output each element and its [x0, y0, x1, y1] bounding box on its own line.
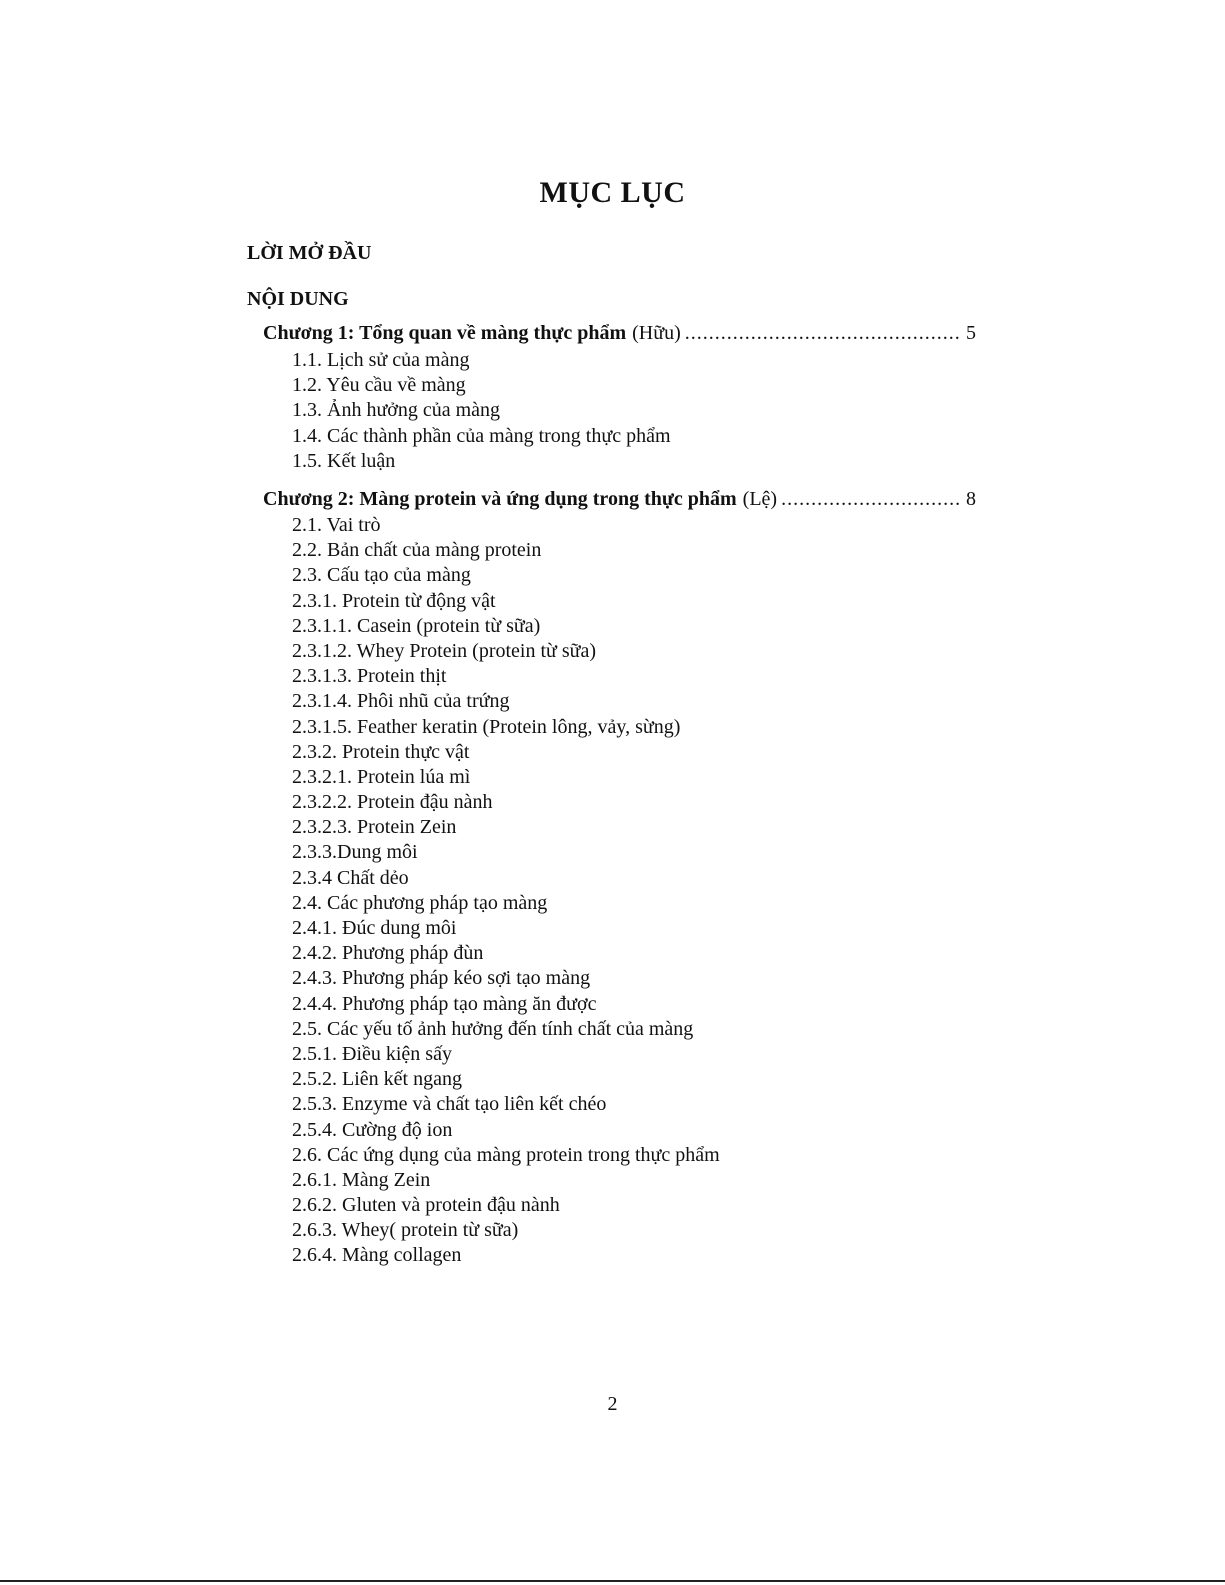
toc-section-item[interactable]: 2.3.4 Chất dẻo — [292, 866, 409, 889]
toc-section-item[interactable]: 2.3.2.1. Protein lúa mì — [292, 765, 471, 788]
toc-section-item[interactable]: 2.5.2. Liên kết ngang — [292, 1068, 462, 1091]
chapter-page-number: 8 — [966, 488, 976, 510]
toc-section-item[interactable]: 2.5.4. Cường độ ion — [292, 1118, 453, 1141]
toc-section-item[interactable]: 2.4.4. Phương pháp tạo màng ăn được — [292, 992, 597, 1015]
toc-chapter-1[interactable] — [263, 322, 976, 345]
toc-section-item[interactable]: 2.6.2. Gluten và protein đậu nành — [292, 1194, 560, 1217]
toc-chapter-2[interactable] — [263, 488, 976, 511]
toc-section-item[interactable]: 2.3.1.2. Whey Protein (protein từ sữa) — [292, 639, 597, 662]
toc-section-item[interactable]: 1.4. Các thành phần của màng trong thực phẩm — [292, 424, 671, 447]
chapter-title: Chương 2: Màng protein và ứng dụng trong thực phẩm — [263, 488, 737, 510]
toc-section-item[interactable]: 2.3.1. Protein từ động vật — [292, 589, 496, 612]
toc-section-item[interactable]: 2.4.3. Phương pháp kéo sợi tạo màng — [292, 967, 591, 990]
toc-section-item[interactable]: 2.5.3. Enzyme và chất tạo liên kết chéo — [292, 1093, 607, 1116]
chapter-page-number: 5 — [966, 322, 976, 344]
toc-section-item[interactable]: 2.3.2. Protein thực vật — [292, 740, 470, 763]
toc-section-item[interactable]: 2.4.2. Phương pháp đùn — [292, 942, 484, 965]
toc-section-item[interactable]: 2.3.1.5. Feather keratin (Protein lông, vảy, sừng) — [292, 715, 681, 738]
toc-section-item[interactable]: 2.5. Các yếu tố ảnh hưởng đến tính chất của màng — [292, 1017, 694, 1040]
dot-leader — [781, 488, 962, 511]
toc-section-item[interactable]: 2.2. Bản chất của màng protein — [292, 539, 542, 562]
chapter-1-sections — [292, 348, 671, 474]
toc-section-item[interactable]: 2.3. Cấu tạo của màng — [292, 564, 471, 587]
heading-content: NỘI DUNG — [247, 288, 349, 310]
toc-section-item[interactable]: 1.1. Lịch sử của màng — [292, 349, 470, 371]
toc-section-item[interactable]: 2.5.1. Điều kiện sấy — [292, 1042, 452, 1065]
toc-section-item[interactable]: 2.6.1. Màng Zein — [292, 1168, 431, 1191]
toc-section-item[interactable]: 2.3.3.Dung môi — [292, 841, 418, 864]
dot-leader — [685, 322, 962, 345]
toc-section-item[interactable]: 2.6. Các ứng dụng của màng protein trong thực phẩm — [292, 1143, 720, 1166]
toc-section-item[interactable]: 2.6.3. Whey( protein từ sữa) — [292, 1219, 519, 1242]
toc-section-item[interactable]: 2.4.1. Đúc dung môi — [292, 917, 457, 939]
toc-section-item[interactable]: 2.1. Vai trò — [292, 514, 381, 536]
toc-section-item[interactable]: 2.3.2.3. Protein Zein — [292, 816, 457, 839]
toc-section-item[interactable]: 2.3.1.4. Phôi nhũ của trứng — [292, 690, 510, 713]
toc-section-item[interactable]: 2.3.1.1. Casein (protein từ sữa) — [292, 614, 541, 637]
toc-section-item[interactable]: 1.2. Yêu cầu về màng — [292, 374, 466, 397]
toc-section-item[interactable]: 2.3.1.3. Protein thịt — [292, 665, 447, 688]
toc-section-item[interactable]: 2.4. Các phương pháp tạo màng — [292, 891, 548, 914]
chapter-2-sections — [292, 513, 720, 1269]
chapter-author: (Hữu) — [632, 322, 681, 344]
heading-introduction: LỜI MỞ ĐẦU — [247, 242, 372, 264]
toc-section-item[interactable]: 1.3. Ảnh hưởng của màng — [292, 399, 501, 422]
chapter-author: (Lệ) — [742, 488, 778, 510]
bottom-rule — [0, 1580, 1225, 1582]
page-title: MỤC LỤC — [539, 176, 686, 209]
toc-section-item[interactable]: 2.6.4. Màng collagen — [292, 1244, 462, 1267]
toc-section-item[interactable]: 1.5. Kết luận — [292, 449, 396, 472]
chapter-title: Chương 1: Tổng quan về màng thực phẩm — [263, 322, 627, 344]
page-number: 2 — [607, 1393, 618, 1415]
toc-section-item[interactable]: 2.3.2.2. Protein đậu nành — [292, 791, 493, 814]
